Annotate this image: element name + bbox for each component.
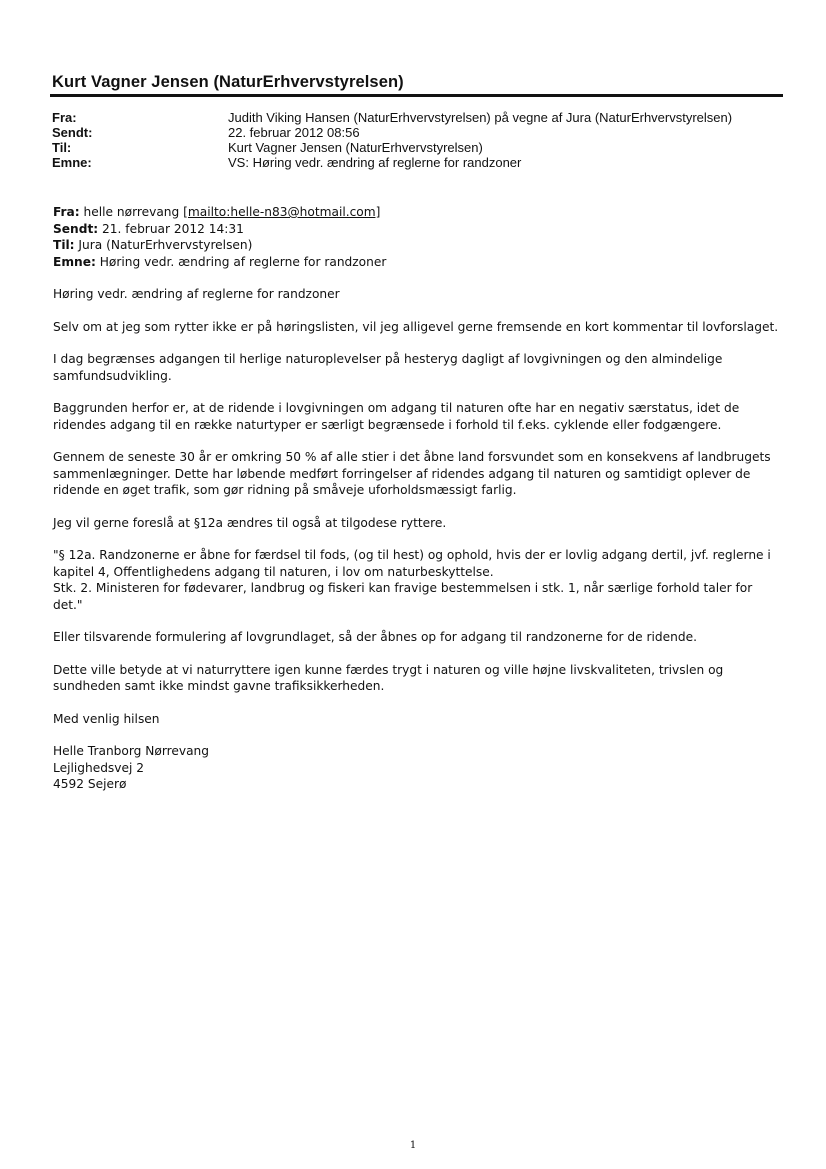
header-label-subject: Emne: [52,155,92,170]
spacer [53,531,783,547]
paragraph-access: I dag begrænses adgangen til herlige naturoplevelser på hesteryg dagligt af lovgivningen og den almindelige samfundsudvikling. [53,352,723,383]
forwarded-to-label: Til: [53,238,75,252]
header-value-subject: VS: Høring vedr. ændring af reglerne for randzoner [228,155,522,170]
forwarded-to-line [53,237,783,254]
header-value-from: Judith Viking Hansen (NaturErhvervstyrelsen) på vegne af Jura (NaturErhvervstyrelsen) [228,110,733,125]
forwarded-sent-label: Sendt: [53,221,99,236]
forwarded-subject-value: Høring vedr. ændring af reglerne for randzoner [95,254,387,269]
header-value-to: Kurt Vagner Jensen (NaturErhvervstyrelsen) [228,140,483,155]
header-label-from: Fra: [52,110,77,125]
spacer [53,695,783,711]
spacer [53,727,783,743]
title-divider [50,94,783,97]
spacer [53,270,783,286]
forwarded-to-value: Jura (NaturErhvervstyrelsen) [74,238,253,252]
header-label-sent: Sendt: [52,125,93,140]
header-label-to: Til: [52,140,72,155]
paragraph-alternative: Eller tilsvarende formulering af lovgrundlaget, så der åbnes op for adgang til randzonerne for de ridende. [53,630,697,644]
header-row-to [52,140,732,155]
closing-greeting: Med venlig hilsen [53,711,160,726]
paragraph-benefits: Dette ville betyde at vi naturryttere igen kunne færdes trygt i naturen og ville højne livskvaliteten, trivslen og sundheden samt ikke mindst gavne trafiksikkerheden. [53,662,724,693]
mailto-link[interactable]: [mailto:helle-n83@hotmail.com] [183,205,381,219]
paragraph-background: Baggrunden herfor er, at de ridende i lovgivningen om adgang til naturen ofte har en negativ særstatus, idet de ridendes adgang til en række naturtyper er særligt begrænsede i forhold til f.eks. cyklende eller fodgængere. [53,401,740,432]
forwarded-from-label: Fra: [53,205,80,219]
spacer [53,303,783,319]
email-header-table [52,110,732,170]
header-value-sent: 22. februar 2012 08:56 [228,125,360,140]
signature-street: Lejlighedsvej 2 [53,760,145,775]
paragraph-paths: Gennem de seneste 30 år er omkring 50 % af alle stier i det åbne land forsvundet som en konsekvens af landbrugets sammenlægninger. Dette har løbende medført forringelser af ridendes adgang til naturen og samtidigt oplever de ridende en øget trafik, som gør ridning på småveje uforholdsmæssigt farlig. [53,450,771,497]
header-row-sent [52,125,732,140]
page-number: 1 [409,1140,417,1151]
spacer [53,613,783,629]
document-title: Kurt Vagner Jensen (NaturErhvervstyrelsen) [52,73,404,91]
paragraph-law-text: "§ 12a. Randzonerne er åbne for færdsel til fods, (og til hest) og ophold, hvis der er lovlig adgang dertil, jvf. reglerne i kapitel 4, Offentlighedens adgang til naturen, i lov om naturbeskyttelse. [53,548,771,579]
spacer [53,335,783,351]
spacer [53,384,783,400]
forwarded-subject-line [53,254,783,271]
forwarded-subject-label: Emne: [53,254,96,269]
paragraph-subject: Høring vedr. ændring af reglerne for randzoner [53,287,340,301]
paragraph-intro: Selv om at jeg som rytter ikke er på høringslisten, vil jeg alligevel gerne fremsende en kort kommentar til lovforslaget. [53,319,779,334]
spacer [53,499,783,515]
header-row-subject [52,155,732,170]
forwarded-sent-value: 21. februar 2012 14:31 [98,221,244,236]
spacer [53,433,783,449]
spacer [53,646,783,662]
signature-name: Helle Tranborg Nørrevang [53,744,210,758]
header-row-from [52,110,732,125]
paragraph-proposal: Jeg vil gerne foreslå at §12a ændres til også at tilgodese ryttere. [53,515,447,530]
forwarded-from-line [53,204,783,221]
signature-city: 4592 Sejerø [53,777,127,791]
paragraph-law-stk2: Stk. 2. Ministeren for fødevarer, landbrug og fiskeri kan fravige bestemmelsen i stk. 1, når særlige forhold taler for det." [53,581,753,612]
email-body [53,204,783,793]
forwarded-from-name: helle nørrevang [79,205,184,219]
forwarded-sent-line [53,221,783,238]
